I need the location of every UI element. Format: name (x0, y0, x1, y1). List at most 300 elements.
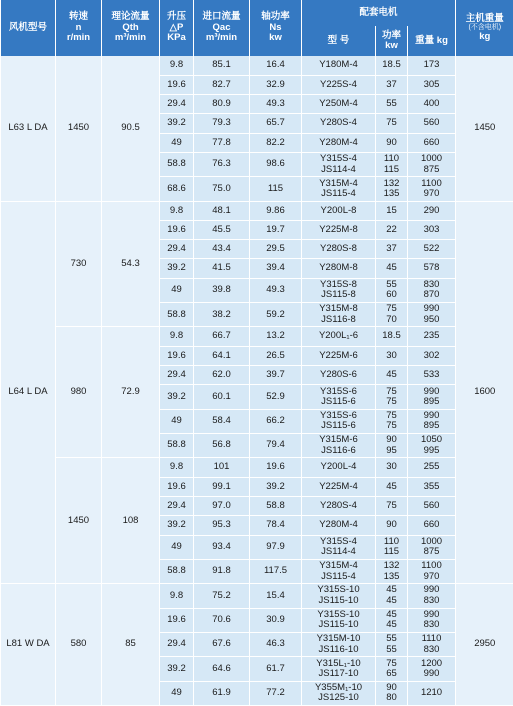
motor-power (376, 681, 408, 705)
motor-type (302, 240, 376, 259)
motor-weight-line: 830 (410, 645, 453, 655)
motor-weight-line: 235 (410, 331, 453, 341)
motor-power-line: 135 (378, 572, 405, 582)
motor-type (302, 177, 376, 201)
pressure-value: 19.6 (160, 346, 194, 365)
motor-power (376, 632, 408, 656)
motor-power-line: 75 (378, 421, 405, 431)
motor-power-line: 30 (378, 462, 405, 472)
shaft-power-value: 39.2 (250, 477, 302, 496)
motor-type (302, 259, 376, 278)
motor-weight-line: 830 (410, 280, 453, 290)
shaft-power-value: 30.9 (250, 608, 302, 632)
table-row (1, 458, 513, 477)
motor-weight-line: 533 (410, 370, 453, 380)
inlet-flow-value: 48.1 (194, 201, 250, 220)
shaft-power-value: 49.3 (250, 278, 302, 302)
table-row (1, 56, 513, 75)
motor-power (376, 327, 408, 346)
inlet-flow-value: 101 (194, 458, 250, 477)
inlet-flow-value: 99.1 (194, 477, 250, 496)
fan-model: L63 L DA (1, 56, 56, 201)
motor-power-line: 75 (378, 387, 405, 397)
shaft-power-value: 15.4 (250, 584, 302, 608)
shaft-power-value: 66.2 (250, 409, 302, 433)
motor-type (302, 327, 376, 346)
motor-power (376, 366, 408, 385)
motor-power (376, 516, 408, 535)
shaft-power-value: 59.2 (250, 303, 302, 327)
inlet-flow-value: 95.3 (194, 516, 250, 535)
pressure-value: 29.4 (160, 95, 194, 114)
speed-value: 1450 (56, 56, 102, 201)
motor-power-line: 75 (378, 501, 405, 511)
motor-type-line: Y280M-8 (304, 263, 373, 273)
header-shaft-label: 轴功率 (261, 11, 290, 22)
motor-power-line: 95 (378, 446, 405, 456)
motor-weight-line: 970 (410, 572, 453, 582)
motor-weight (408, 535, 456, 559)
pressure-value: 49 (160, 409, 194, 433)
header-shaft (250, 0, 302, 56)
motor-power-line: 18.5 (378, 60, 405, 70)
pressure-value: 19.6 (160, 220, 194, 239)
motor-type-line: Y315L₁-10 (304, 659, 373, 669)
motor-type-line: Y280M-4 (304, 520, 373, 530)
motor-type (302, 95, 376, 114)
motor-power (376, 496, 408, 515)
inlet-flow-value: 64.1 (194, 346, 250, 365)
motor-power-line: 115 (378, 547, 405, 557)
speed-value: 580 (56, 584, 102, 706)
motor-weight-line: 895 (410, 397, 453, 407)
motor-power (376, 240, 408, 259)
shaft-power-value: 52.9 (250, 385, 302, 409)
shaft-power-value: 77.2 (250, 681, 302, 705)
motor-weight-line: 1000 (410, 537, 453, 547)
shaft-power-value: 29.5 (250, 240, 302, 259)
motor-power (376, 133, 408, 152)
shaft-power-value: 39.4 (250, 259, 302, 278)
theoretical-flow-value: 108 (102, 458, 160, 584)
motor-type-line: Y225M-8 (304, 225, 373, 235)
motor-weight-line: 895 (410, 421, 453, 431)
header-motor-power-label: 功率 (382, 30, 401, 41)
motor-type-line: Y250M-4 (304, 99, 373, 109)
motor-power-line: 115 (378, 165, 405, 175)
motor-power-line: 75 (378, 397, 405, 407)
motor-power-line: 90 (378, 683, 405, 693)
motor-type-line: Y200L-4 (304, 462, 373, 472)
inlet-flow-value: 61.9 (194, 681, 250, 705)
speed-value: 730 (56, 201, 102, 327)
header-flow-symbol: Qth (122, 22, 138, 33)
motor-power-line: 80 (378, 693, 405, 703)
motor-power-line: 65 (378, 669, 405, 679)
shaft-power-value: 79.4 (250, 434, 302, 458)
header-inflow-symbol: Qac (213, 22, 231, 33)
motor-type (302, 434, 376, 458)
header-inflow-unit: m³/min (206, 32, 237, 43)
motor-power (376, 303, 408, 327)
motor-weight (408, 303, 456, 327)
header-weight (456, 0, 513, 56)
motor-weight (408, 327, 456, 346)
motor-type-line: Y315S-4 (304, 537, 373, 547)
motor-weight (408, 259, 456, 278)
pressure-value: 29.4 (160, 632, 194, 656)
pressure-value: 39.2 (160, 114, 194, 133)
motor-power (376, 201, 408, 220)
motor-type-line: Y225M-6 (304, 351, 373, 361)
motor-power-line: 22 (378, 225, 405, 235)
motor-type-line: JS114-4 (304, 165, 373, 175)
motor-type (302, 133, 376, 152)
motor-weight (408, 56, 456, 75)
motor-weight-line: 970 (410, 189, 453, 199)
motor-weight-line: 990 (410, 585, 453, 595)
motor-power-line: 45 (378, 620, 405, 630)
header-shaft-unit: kw (269, 32, 282, 43)
motor-type (302, 366, 376, 385)
motor-power (376, 385, 408, 409)
motor-type-line: Y315S-8 (304, 280, 373, 290)
motor-weight (408, 385, 456, 409)
motor-weight (408, 114, 456, 133)
header-motor-power-unit: kw (385, 40, 398, 51)
motor-type-line: JS115-4 (304, 572, 373, 582)
motor-type (302, 584, 376, 608)
shaft-power-value: 78.4 (250, 516, 302, 535)
motor-type-line: Y180M-4 (304, 60, 373, 70)
motor-power (376, 535, 408, 559)
motor-weight (408, 177, 456, 201)
inlet-flow-value: 56.8 (194, 434, 250, 458)
motor-weight-line: 1100 (410, 179, 453, 189)
motor-power-line: 55 (378, 280, 405, 290)
motor-weight-line: 578 (410, 263, 453, 273)
pressure-value: 68.6 (160, 177, 194, 201)
inlet-flow-value: 43.4 (194, 240, 250, 259)
motor-weight (408, 584, 456, 608)
inlet-flow-value: 79.3 (194, 114, 250, 133)
motor-type (302, 409, 376, 433)
pressure-value: 58.8 (160, 152, 194, 176)
shaft-power-value: 97.9 (250, 535, 302, 559)
motor-weight-line: 990 (410, 669, 453, 679)
pressure-value: 9.8 (160, 201, 194, 220)
motor-power-line: 60 (378, 290, 405, 300)
host-weight: 1450 (456, 56, 513, 201)
motor-power-line: 132 (378, 179, 405, 189)
motor-type (302, 75, 376, 94)
motor-power (376, 657, 408, 681)
motor-type-line: Y200L-8 (304, 206, 373, 216)
inlet-flow-value: 58.4 (194, 409, 250, 433)
motor-weight-line: 990 (410, 304, 453, 314)
shaft-power-value: 16.4 (250, 56, 302, 75)
shaft-power-value: 9.86 (250, 201, 302, 220)
inlet-flow-value: 60.1 (194, 385, 250, 409)
header-weight-unit: kg (479, 31, 490, 42)
inlet-flow-value: 75.2 (194, 584, 250, 608)
motor-power (376, 152, 408, 176)
motor-type (302, 385, 376, 409)
motor-weight (408, 346, 456, 365)
header-pressure (160, 0, 194, 56)
motor-type-line: JS116-8 (304, 315, 373, 325)
motor-power (376, 114, 408, 133)
shaft-power-value: 26.5 (250, 346, 302, 365)
motor-type (302, 220, 376, 239)
motor-power (376, 177, 408, 201)
motor-power-line: 45 (378, 585, 405, 595)
motor-type (302, 657, 376, 681)
motor-type (302, 516, 376, 535)
fan-model: L64 L DA (1, 201, 56, 584)
motor-weight (408, 152, 456, 176)
header-motor-power (376, 26, 408, 56)
motor-power-line: 15 (378, 206, 405, 216)
motor-weight (408, 496, 456, 515)
motor-type-line: Y355M₁-10 (304, 683, 373, 693)
motor-power (376, 346, 408, 365)
motor-weight (408, 434, 456, 458)
pressure-value: 29.4 (160, 496, 194, 515)
motor-type-line: Y315M-4 (304, 561, 373, 571)
motor-type-line: Y315S-10 (304, 585, 373, 595)
motor-power-line: 135 (378, 189, 405, 199)
pressure-value: 29.4 (160, 240, 194, 259)
motor-weight-line: 290 (410, 206, 453, 216)
theoretical-flow-value: 90.5 (102, 56, 160, 201)
motor-weight-line: 303 (410, 225, 453, 235)
motor-weight (408, 220, 456, 239)
motor-power (376, 220, 408, 239)
motor-weight-line: 995 (410, 446, 453, 456)
motor-type-line: Y315S-4 (304, 154, 373, 164)
motor-type-line: Y280M-4 (304, 138, 373, 148)
motor-weight-line: 1100 (410, 561, 453, 571)
motor-power (376, 95, 408, 114)
pressure-value: 29.4 (160, 366, 194, 385)
motor-power (376, 434, 408, 458)
header-inflow-label: 进口流量 (202, 11, 240, 22)
shaft-power-value: 117.5 (250, 559, 302, 583)
shaft-power-value: 46.3 (250, 632, 302, 656)
motor-power (376, 559, 408, 583)
inlet-flow-value: 80.9 (194, 95, 250, 114)
motor-type (302, 56, 376, 75)
pressure-value: 9.8 (160, 327, 194, 346)
table-row (1, 327, 513, 346)
motor-power-line: 75 (378, 659, 405, 669)
pressure-value: 49 (160, 681, 194, 705)
motor-weight-line: 1210 (410, 688, 453, 698)
header-motor-type: 型 号 (302, 26, 376, 56)
motor-weight-line: 400 (410, 99, 453, 109)
header-speed (56, 0, 102, 56)
motor-type (302, 477, 376, 496)
motor-type-line: JS125-10 (304, 693, 373, 703)
header-speed-symbol: n (76, 22, 82, 33)
pressure-value: 19.6 (160, 477, 194, 496)
pressure-value: 49 (160, 278, 194, 302)
motor-type (302, 114, 376, 133)
table-row (1, 201, 513, 220)
inlet-flow-value: 39.8 (194, 278, 250, 302)
pressure-value: 39.2 (160, 516, 194, 535)
inlet-flow-value: 67.6 (194, 632, 250, 656)
pressure-value: 39.2 (160, 385, 194, 409)
motor-type-line: Y280S-4 (304, 501, 373, 511)
theoretical-flow-value: 54.3 (102, 201, 160, 327)
shaft-power-value: 32.9 (250, 75, 302, 94)
header-speed-label: 转速 (69, 11, 88, 22)
motor-weight (408, 409, 456, 433)
motor-power-line: 90 (378, 520, 405, 530)
motor-type-line: Y315M-8 (304, 304, 373, 314)
motor-weight-line: 830 (410, 620, 453, 630)
motor-type (302, 681, 376, 705)
motor-weight-line: 1000 (410, 154, 453, 164)
motor-type-line: Y315S-6 (304, 411, 373, 421)
host-weight: 2950 (456, 584, 513, 706)
motor-power-line: 90 (378, 138, 405, 148)
motor-type (302, 152, 376, 176)
motor-weight (408, 240, 456, 259)
motor-power-line: 75 (378, 118, 405, 128)
motor-weight-line: 355 (410, 482, 453, 492)
motor-power (376, 259, 408, 278)
motor-power (376, 608, 408, 632)
shaft-power-value: 58.8 (250, 496, 302, 515)
motor-type-line: JS115-10 (304, 596, 373, 606)
motor-type-line: Y280S-6 (304, 370, 373, 380)
motor-power-line: 110 (378, 537, 405, 547)
pressure-value: 39.2 (160, 657, 194, 681)
motor-power-line: 55 (378, 634, 405, 644)
motor-power-line: 45 (378, 610, 405, 620)
header-inflow (194, 0, 250, 56)
motor-type-line: JS115-8 (304, 290, 373, 300)
motor-weight-line: 1200 (410, 659, 453, 669)
motor-type-line: JS115-10 (304, 620, 373, 630)
motor-weight (408, 278, 456, 302)
motor-type (302, 559, 376, 583)
motor-type-line: JS114-4 (304, 547, 373, 557)
shaft-power-value: 13.2 (250, 327, 302, 346)
pressure-value: 58.8 (160, 303, 194, 327)
motor-type (302, 458, 376, 477)
motor-type-line: Y315M-10 (304, 634, 373, 644)
motor-power-line: 75 (378, 411, 405, 421)
pressure-value: 19.6 (160, 75, 194, 94)
header-flow-unit: m³/min (115, 32, 146, 43)
header-speed-unit: r/min (67, 32, 90, 43)
motor-weight (408, 477, 456, 496)
motor-weight-line: 875 (410, 165, 453, 175)
header-model: 风机型号 (1, 0, 56, 56)
header-pressure-label: 升压 (167, 11, 186, 22)
motor-weight (408, 632, 456, 656)
pressure-value: 58.8 (160, 559, 194, 583)
motor-power-line: 45 (378, 263, 405, 273)
inlet-flow-value: 97.0 (194, 496, 250, 515)
motor-weight-line: 1050 (410, 435, 453, 445)
header-flow-label: 理论流量 (111, 11, 149, 22)
motor-type (302, 608, 376, 632)
motor-type-line: JS115-6 (304, 397, 373, 407)
pressure-value: 49 (160, 133, 194, 152)
motor-type-line: JS115-4 (304, 189, 373, 199)
pressure-value: 49 (160, 535, 194, 559)
motor-weight (408, 559, 456, 583)
motor-type-line: JS116-6 (304, 446, 373, 456)
inlet-flow-value: 77.8 (194, 133, 250, 152)
motor-weight (408, 458, 456, 477)
motor-power-line: 37 (378, 244, 405, 254)
motor-power-line: 55 (378, 645, 405, 655)
motor-weight (408, 608, 456, 632)
pressure-value: 19.6 (160, 608, 194, 632)
speed-value: 980 (56, 327, 102, 458)
motor-power-line: 37 (378, 80, 405, 90)
table-header (1, 0, 513, 56)
motor-type-line: Y225S-4 (304, 80, 373, 90)
motor-power-line: 70 (378, 315, 405, 325)
motor-power-line: 132 (378, 561, 405, 571)
motor-weight-line: 990 (410, 387, 453, 397)
motor-type-line: Y315M-6 (304, 435, 373, 445)
motor-power (376, 278, 408, 302)
motor-weight (408, 133, 456, 152)
motor-power-line: 75 (378, 304, 405, 314)
speed-value: 1450 (56, 458, 102, 584)
inlet-flow-value: 93.4 (194, 535, 250, 559)
inlet-flow-value: 85.1 (194, 56, 250, 75)
motor-power-line: 18.5 (378, 331, 405, 341)
motor-power (376, 75, 408, 94)
motor-type-line: Y315S-6 (304, 387, 373, 397)
motor-power-line: 45 (378, 482, 405, 492)
motor-weight-line: 990 (410, 610, 453, 620)
inlet-flow-value: 76.3 (194, 152, 250, 176)
motor-power (376, 477, 408, 496)
shaft-power-value: 82.2 (250, 133, 302, 152)
motor-weight (408, 201, 456, 220)
motor-type-line: Y280S-8 (304, 244, 373, 254)
motor-power-line: 110 (378, 154, 405, 164)
motor-type-line: Y315S-10 (304, 610, 373, 620)
motor-power (376, 584, 408, 608)
motor-type-line: JS117-10 (304, 669, 373, 679)
table-row (1, 584, 513, 608)
header-weight-note: (不含电机) (458, 24, 512, 32)
motor-type-line: JS115-6 (304, 421, 373, 431)
host-weight: 1600 (456, 201, 513, 584)
motor-weight-line: 173 (410, 60, 453, 70)
motor-weight-line: 522 (410, 244, 453, 254)
motor-weight-line: 560 (410, 118, 453, 128)
motor-type (302, 496, 376, 515)
header-flow (102, 0, 160, 56)
header-pressure-unit: KPa (167, 32, 185, 43)
motor-power-line: 90 (378, 435, 405, 445)
motor-type-line: Y315M-4 (304, 179, 373, 189)
motor-type (302, 303, 376, 327)
motor-type-line: Y225M-4 (304, 482, 373, 492)
